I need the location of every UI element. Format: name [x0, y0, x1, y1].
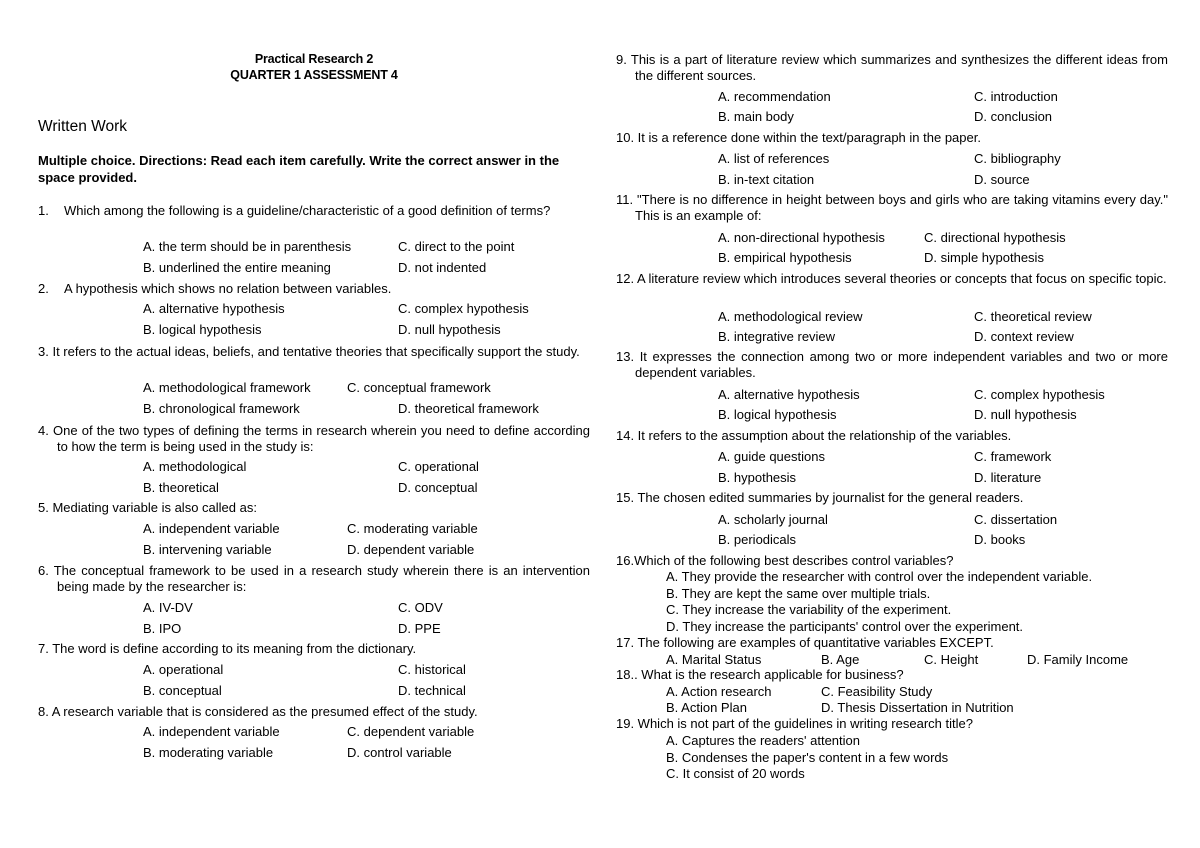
question-text: 17. The following are examples of quantitative variables EXCEPT.: [616, 635, 994, 650]
option-a: A. methodological framework: [143, 380, 311, 395]
option-a: A. recommendation: [718, 89, 831, 104]
option-a: A. non-directional hypothesis: [718, 230, 885, 245]
option-list: [666, 569, 1092, 635]
question-text: A hypothesis which shows no relation between variables.: [64, 281, 392, 296]
option-d: D. not indented: [398, 260, 487, 275]
question-3: [38, 344, 590, 360]
option-c: C. framework: [974, 449, 1052, 464]
option-c: C. theoretical review: [974, 309, 1092, 324]
option-c: C. operational: [398, 459, 479, 474]
option-b: B. Action Plan: [666, 700, 747, 715]
option-d: D. source: [974, 172, 1030, 187]
option-d: D. null hypothesis: [974, 407, 1077, 422]
option-b: B. hypothesis: [718, 470, 797, 485]
question-16: [616, 553, 1168, 569]
option-a: A. scholarly journal: [718, 512, 828, 527]
option-list: [666, 733, 948, 783]
question-17: [616, 635, 1168, 651]
question-text: 4. One of the two types of defining the terms in research wherein you need to define according to how the term is being used in the study is:: [38, 423, 590, 454]
question-text: 10. It is a reference done within the text/paragraph in the paper.: [616, 130, 981, 145]
question-text: 13. It expresses the connection among two or more independent variables and two or more dependent variables.: [616, 349, 1168, 380]
option-b: B. IPO: [143, 621, 182, 636]
option-a: A. IV-DV: [143, 600, 193, 615]
option-b: B. chronological framework: [143, 401, 300, 416]
question-9: [616, 52, 1168, 84]
question-text: 3. It refers to the actual ideas, beliefs, and tentative theories that specifically support the study.: [38, 344, 580, 359]
option-b: B. integrative review: [718, 329, 836, 344]
option-b: B. conceptual: [143, 683, 222, 698]
question-8: [38, 704, 590, 720]
option-a: A. Captures the readers' attention: [666, 733, 860, 748]
option-d: D. conceptual: [398, 480, 478, 495]
option-a: A. methodological review: [718, 309, 863, 324]
option-b: B. periodicals: [718, 532, 797, 547]
question-12: [616, 271, 1168, 287]
option-a: A. the term should be in parenthesis: [143, 239, 352, 254]
option-b: B. They are kept the same over multiple trials.: [666, 585, 931, 601]
question-2: [38, 281, 590, 297]
question-text: Which among the following is a guideline/characteristic of a good definition of terms?: [64, 203, 551, 218]
option-a: A. alternative hypothesis: [718, 387, 860, 402]
option-c: C. They increase the variability of the experiment.: [666, 602, 952, 617]
question-15: [616, 490, 1168, 506]
question-text: 16.Which of the following best describes control variables?: [616, 553, 954, 568]
option-c: C. historical: [398, 662, 466, 677]
option-d: D. conclusion: [974, 109, 1053, 124]
option-c: C. conceptual framework: [347, 380, 491, 395]
option-b: B. empirical hypothesis: [718, 250, 852, 265]
option-c: C. ODV: [398, 600, 443, 615]
option-d: D. Thesis Dissertation in Nutrition: [821, 700, 1014, 715]
option-d: D. control variable: [347, 745, 452, 760]
option-b: B. underlined the entire meaning: [143, 260, 331, 275]
question-13: [616, 349, 1168, 381]
option-d: D. technical: [398, 683, 466, 698]
question-5: [38, 500, 590, 516]
option-b: B. in-text citation: [718, 172, 815, 187]
option-a: A. Action research: [666, 684, 772, 699]
option-d: D. theoretical framework: [398, 401, 539, 416]
option-c: C. complex hypothesis: [974, 387, 1105, 402]
question-text: 8. A research variable that is considered as the presumed effect of the study.: [38, 704, 478, 719]
option-c: C. dependent variable: [347, 724, 475, 739]
option-d: D. They increase the participants' control over the experiment.: [666, 618, 1024, 634]
option-d: D. Family Income: [1027, 652, 1129, 667]
question-7: [38, 641, 590, 657]
option-c: C. bibliography: [974, 151, 1061, 166]
question-text: 7. The word is define according to its meaning from the dictionary.: [38, 641, 417, 656]
assessment-title: QUARTER 1 ASSESSMENT 4: [230, 68, 398, 82]
option-d: D. dependent variable: [347, 542, 475, 557]
option-c: C. Feasibility Study: [821, 684, 933, 699]
question-text: 12. A literature review which introduces several theories or concepts that focus on specific topic.: [616, 271, 1167, 286]
question-text: 15. The chosen edited summaries by journalist for the general readers.: [616, 490, 1024, 505]
question-19: [616, 716, 1168, 732]
option-b: B. theoretical: [143, 480, 219, 495]
option-a: A. Marital Status: [666, 652, 762, 667]
option-a: A. alternative hypothesis: [143, 301, 285, 316]
option-d: D. simple hypothesis: [924, 250, 1044, 265]
option-c: C. direct to the point: [398, 239, 515, 254]
question-11: [616, 192, 1168, 224]
question-text: 9. This is a part of literature review which summarizes and synthesizes the different ideas from the different sources.: [616, 52, 1168, 83]
question-14: [616, 428, 1168, 444]
question-text: 5. Mediating variable is also called as:: [38, 500, 257, 515]
question-text: 18.. What is the research applicable for business?: [616, 667, 904, 682]
subject-title: Practical Research 2: [254, 52, 374, 66]
question-text: 19. Which is not part of the guidelines in writing research title?: [616, 716, 973, 731]
option-b: B. Condenses the paper's content in a few words: [666, 749, 949, 765]
question-4: [38, 423, 590, 455]
option-a: A. operational: [143, 662, 224, 677]
question-text: 14. It refers to the assumption about the relationship of the variables.: [616, 428, 1012, 443]
option-c: C. moderating variable: [347, 521, 478, 536]
option-d: D. books: [974, 532, 1026, 547]
question-10: [616, 130, 1168, 146]
question-18: [616, 667, 1168, 683]
option-a: A. list of references: [718, 151, 830, 166]
option-b: B. moderating variable: [143, 745, 274, 760]
option-a: A. independent variable: [143, 521, 280, 536]
option-b: B. logical hypothesis: [718, 407, 837, 422]
option-b: B. main body: [718, 109, 794, 124]
option-c: C. dissertation: [974, 512, 1058, 527]
option-c: C. It consist of 20 words: [666, 766, 805, 781]
option-c: C. complex hypothesis: [398, 301, 529, 316]
question-text: 11. "There is no difference in height between boys and girls who are taking vitamins every day." This is an example of:: [616, 192, 1168, 223]
question-1: [38, 203, 590, 219]
option-a: A. methodological: [143, 459, 247, 474]
option-b: B. logical hypothesis: [143, 322, 262, 337]
option-a: A. guide questions: [718, 449, 825, 464]
option-c: C. introduction: [974, 89, 1058, 104]
option-b: B. Age: [821, 652, 860, 667]
option-c: C. directional hypothesis: [924, 230, 1066, 245]
option-d: D. null hypothesis: [398, 322, 501, 337]
question-6: [38, 563, 590, 595]
option-a: A. They provide the researcher with control over the independent variable.: [666, 569, 1093, 584]
option-d: D. literature: [974, 470, 1042, 485]
option-d: D. PPE: [398, 621, 441, 636]
section-title: Written Work: [38, 118, 127, 135]
question-number: 1.: [38, 203, 49, 218]
option-d: D. context review: [974, 329, 1074, 344]
question-text: 6. The conceptual framework to be used in a research study wherein there is an intervention being made by the researcher is:: [38, 563, 590, 594]
directions: Multiple choice. Directions: Read each item carefully. Write the correct answer in the space provided.: [38, 153, 560, 185]
option-c: C. Height: [924, 652, 979, 667]
question-number: 2.: [38, 281, 49, 296]
option-b: B. intervening variable: [143, 542, 272, 557]
option-a: A. independent variable: [143, 724, 280, 739]
